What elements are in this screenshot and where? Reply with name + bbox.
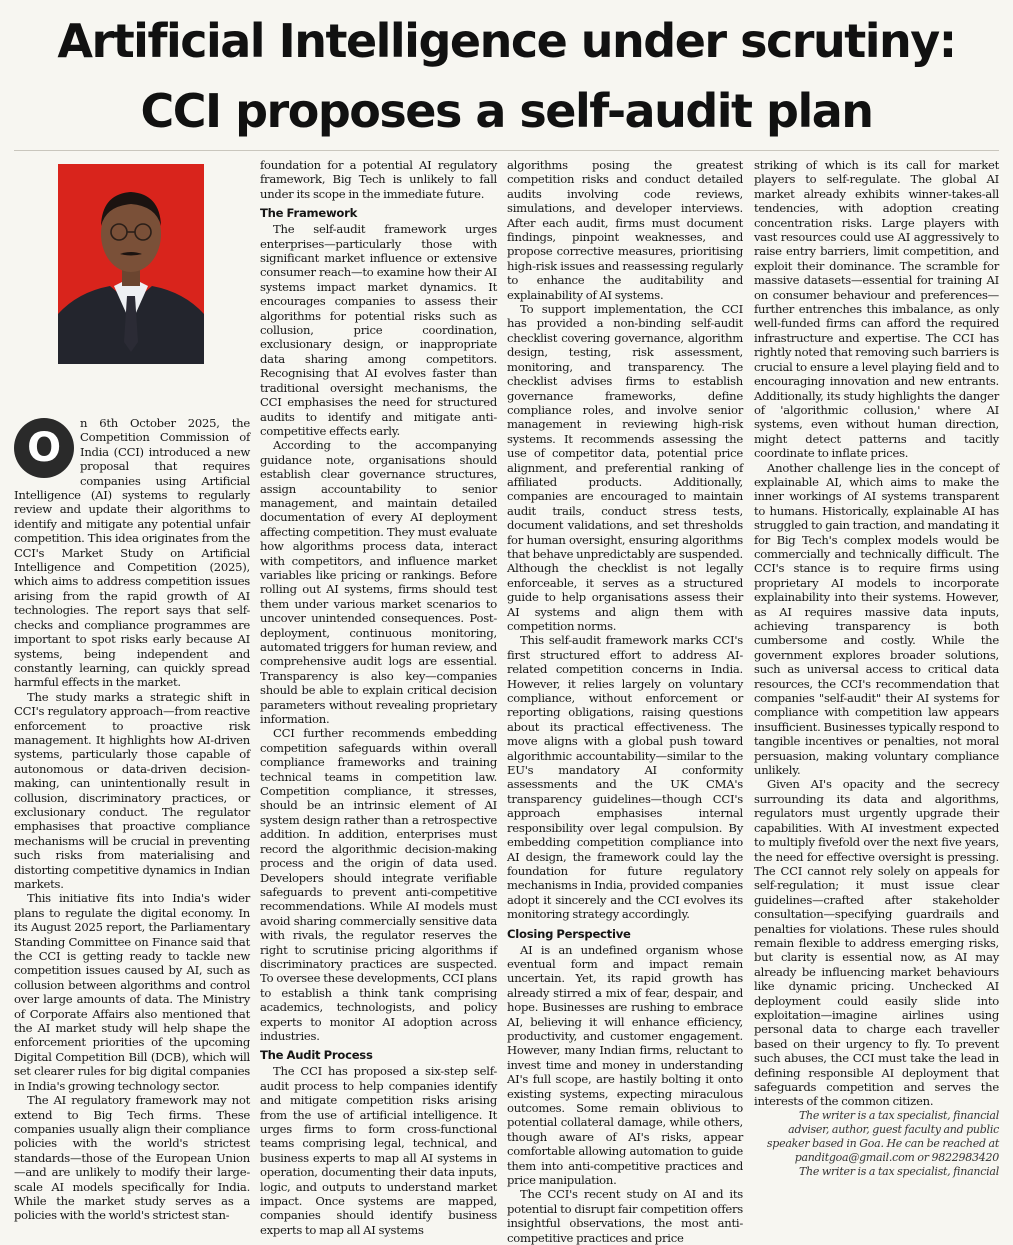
- paragraph: This self-audit framework marks CCI's first structured effort to address AI-related competition concerns in India. However, it relies largely on voluntary compliance, without enforcement or reporting obligations, raising questions about its practical effectiveness. The move aligns with a global push toward algorithmic accountability—similar to the EU's mandatory AI conformity assessments and the UK CMA's transparency guidelines—though CCI's approach emphasises internal responsibility over legal compulsion. By embedding competition compliance into AI design, the framework could lay the foundation for future regulatory mechanisms in India, provided companies adopt it sincerely and the CCI evolves its monitoring strategy accordingly.: [507, 633, 743, 922]
- subheading-framework: The Framework: [260, 206, 358, 221]
- author-portrait-image: [58, 164, 204, 364]
- author-phone: or 9822983420: [917, 1150, 999, 1164]
- paragraph-text: n 6th October 2025, the Competition Commission of India (CCI) introduced a new proposal that requires companies using Artificial Intelligence (AI) systems to regularly review and update their algorithms to identify and mitigate any potential unfair competition. This idea originates from the CCI's Market Study on Artificial Intelligence and Competition (2025), which aims to address competition issues arising from the rapid growth of AI technologies. The report says that self-checks and compliance programmes are important to spot risks early because AI systems, being independent and constantly learning, can quickly spread harmful effects in the market.: [14, 416, 250, 690]
- headline: [0, 6, 1013, 146]
- paragraph: The study marks a strategic shift in CCI's regulatory approach—from reactive enforcement to proactive risk management. It highlights how AI-driven systems, particularly those capable of autonomous or data-driven decision-making, can unintentionally result in collusion, discriminatory practices, or exclusionary conduct. The regulator emphasises that proactive compliance mechanisms will be crucial in preventing such risks from materialising and distorting competitive dynamics in Indian markets.: [14, 689, 250, 891]
- paragraph: According to the accompanying guidance note, organisations should establish clear governance structures, assign accountability to senior management, and maintain detailed documentation of every AI deployment affecting competition. They must evaluate how algorithms process data, interact with competitors, and influence market variables like pricing or rankings. Before rolling out AI systems, firms should test them under various market scenarios to uncover unintended consequences. Post-deployment, continuous monitoring, automated triggers for human review, and comprehensive audit logs are essential. Transparency is also key—companies should be able to explain critical decision parameters without revealing proprietary information.: [260, 438, 497, 727]
- subheading-closing-perspective: Closing Perspective: [507, 926, 631, 941]
- paragraph: The self-audit framework urges enterprises—particularly those with significant market influence or extensive consumer reach—to examine how their AI systems impact market dynamics. It encourages companies to assess their algorithms for potential risks such as collusion, price coordination, exclusionary design, or inappropriate data sharing among competitors. Recognising that AI evolves faster than traditional oversight mechanisms, the CCI emphasises the need for structured audits to identify and mitigate anti-competitive effects early.: [260, 222, 497, 438]
- author-tagline: [754, 1109, 999, 1165]
- tagline-text: The writer is a tax specialist, financial adviser, author, guest faculty and public speaker based in Goa. He can be reached at: [766, 1108, 999, 1150]
- paragraph: The CCI's recent study on AI and its potential to disrupt fair competition offers insightful observations, the most anti-competitive practices and price: [507, 1187, 743, 1245]
- paragraph: The AI regulatory framework may not extend to Big Tech firms. These companies usually align their compliance policies with the world's strictest standards—those of the European Union—and are unlikely to modify their large-scale AI models specifically for India. While the market study serves as a policies with the world's strictest stan-: [14, 1093, 250, 1223]
- overflow-tagline: The writer is a tax specialist, financial: [798, 1164, 999, 1178]
- paragraph: The CCI has proposed a six-step self-audit process to help companies identify and mitigate competition risks arising from the use of artificial intelligence. It urges firms to form cross-functional teams comprising legal, technical, and business experts to map all AI systems in operation, documenting their data inputs, logic, and outputs to understand market impact. Once systems are mapped, companies should identify business experts to map all AI systems: [260, 1064, 497, 1237]
- paragraph: Given AI's opacity and the secrecy surrounding its data and algorithms, regulators must urgently upgrade their capabilities. With AI investment expected to multiply fivefold over the next five years, the need for effective oversight is pressing. The CCI cannot rely solely on appeals for self-regulation; it must issue clear guidelines—crafted after stakeholder consultation—specifying guardrails and penalties for violations. These rules should remain flexible to address emerging risks, but clarity is essential now, as AI may already be influencing market behaviours like dynamic pricing. Unchecked AI deployment could easily slide into exploitation—imagine airlines using personal data to charge each traveller based on their urgency to fly. To prevent such abuses, the CCI must take the lead in defining responsible AI deployment that safeguards competition and serves the interests of the common citizen.: [754, 777, 999, 1109]
- paragraph: striking of which is its call for market players to self-regulate. The global AI market already exhibits winner-takes-all tendencies, with adoption creating concentration risks. Large players with vast resources could use AI aggressively to raise entry barriers, limit competition, and exploit their dominance. The scramble for massive datasets—essential for training AI on consumer behaviour and preferences—further entrenches this imbalance, as only well-funded firms can afford the required infrastructure and expertise. The CCI has rightly noted that removing such barriers is crucial to ensure a level playing field and to encouraging innovation and new entrants. Additionally, its study highlights the danger of 'algorithmic collusion,' where AI systems, even without human direction, might detect patterns and tacitly coordinate to inflate prices.: [754, 158, 999, 461]
- dropcap-letter: O: [14, 418, 74, 478]
- headline-line-1: Artificial Intelligence under scrutiny:: [57, 14, 956, 68]
- paragraph: foundation for a potential AI regulatory framework, Big Tech is unlikely to fall under its scope in the immediate future.: [260, 158, 497, 201]
- paragraph: AI is an undefined organism whose eventual form and impact remain uncertain. Yet, its rapid growth has already stirred a mix of fear, despair, and hope. Businesses are rushing to embrace AI, believing it will enhance efficiency, productivity, and customer engagement. However, many Indian firms, reluctant to invest time and money in understanding AI's full scope, are hastily bolting it onto existing systems, expecting miraculous outcomes. Some remain oblivious to potential collateral damage, while others, though aware of AI's risks, appear comfortable allowing automation to guide them into anti-competitive practices and price manipulation.: [507, 942, 743, 1188]
- author-photo: [58, 164, 204, 364]
- paragraph: To support implementation, the CCI has provided a non-binding self-audit checklist covering governance, algorithm design, testing, risk assessment, monitoring, and transparency. The checklist advises firms to establish governance frameworks, define compliance roles, and involve senior management in reviewing high-risk systems. It recommends assessing the use of competitor data, potential price alignment, and preferential ranking of affiliated products. Additionally, companies are encouraged to maintain audit trails, conduct stress tests, document validations, and set thresholds for human oversight, ensuring algorithms that behave unpredictably are suspended. Although the checklist is not legally enforceable, it serves as a structured guide to help organisations assess their AI systems and align them with competition norms.: [507, 302, 743, 633]
- column-4: [754, 158, 999, 1200]
- author-email: panditgoa@gmail.com: [794, 1150, 915, 1164]
- column-1: [14, 158, 250, 1223]
- subheading-audit-process: The Audit Process: [260, 1048, 373, 1063]
- headline-line-2: CCI proposes a self-audit plan: [140, 84, 873, 138]
- paragraph: CCI further recommends embedding competition safeguards within overall compliance frameworks and training technical teams in competition law. Competition compliance, it stresses, should be an intrinsic element of AI system design rather than a retrospective addition. In addition, enterprises must record the algorithmic decision-making process and the origin of data used. Developers should integrate verifiable safeguards to prevent anti-competitive recommendations. While AI models must avoid sharing commercially sensitive data with rivals, the regulator reserves the right to scrutinise pricing algorithms if discriminatory practices are suspected. To oversee these developments, CCI plans to establish a think tank comprising academics, technologists, and policy experts to monitor AI adoption across industries.: [260, 726, 497, 1043]
- paragraph: [14, 416, 250, 690]
- paragraph: This initiative fits into India's wider plans to regulate the digital economy. In its August 2025 report, the Parliamentary Standing Committee on Finance said that the CCI is getting ready to tackle new competition issues caused by AI, such as collusion between algorithms and control over large amounts of data. The Ministry of Corporate Affairs also mentioned that the AI market study will help shape the enforcement priorities of the upcoming Digital Competition Bill (DCB), which will set clearer rules for big digital companies in India's growing technology sector.: [14, 891, 250, 1093]
- paragraph: Another challenge lies in the concept of explainable AI, which aims to make the inner workings of AI systems transparent to humans. Historically, explainable AI has struggled to gain traction, and mandating it for Big Tech's complex models would be commercially and technically difficult. The CCI's stance is to require firms using proprietary AI models to incorporate explainability into their systems. However, as AI requires massive data inputs, achieving transparency is both cumbersome and costly. While the government explores broader solutions, such as universal access to critical data resources, the CCI's recommendation that companies "self-audit" their AI systems for compliance with competition law appears insufficient. Businesses typically respond to tangible incentives or penalties, not moral persuasion, making voluntary compliance unlikely.: [754, 460, 999, 778]
- headline-divider: [14, 150, 999, 151]
- paragraph: algorithms posing the greatest competition risks and conduct detailed audits involving code reviews, simulations, and developer interviews. After each audit, firms must document findings, pinpoint weaknesses, and propose corrective measures, prioritising high-risk issues and reassessing regularly to enhance the auditability and explainability of AI systems.: [507, 158, 743, 302]
- column-2: [260, 158, 497, 1237]
- column-3: [507, 158, 743, 1245]
